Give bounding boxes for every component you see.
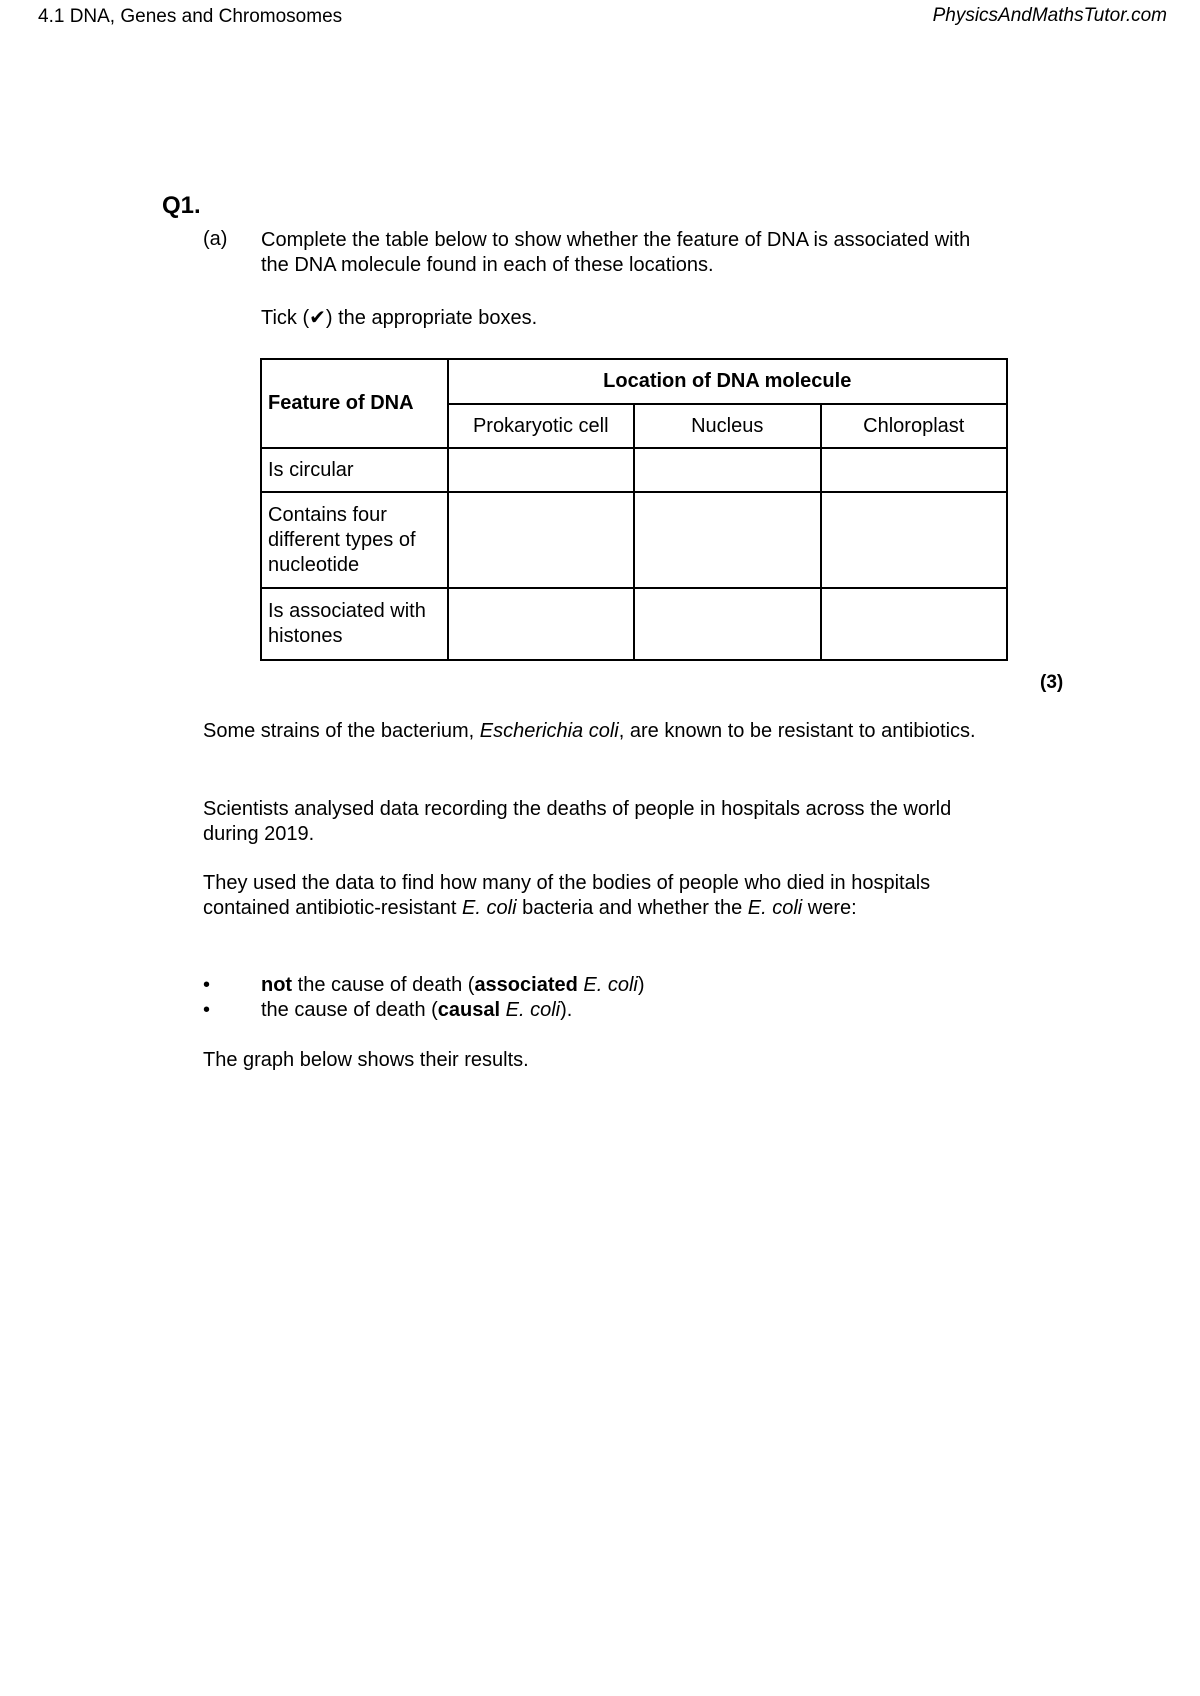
bullet-list (203, 973, 645, 1023)
row-label-nucleotides: Contains four different types of nucleotide (261, 492, 448, 588)
column-header-nucleus: Nucleus (634, 404, 821, 448)
row-label-circular: Is circular (261, 448, 448, 492)
question-intro: Complete the table below to show whether the feature of DNA is associated with the DNA molecule found in each of these locations. (261, 229, 971, 276)
bullet-icon: • (203, 999, 211, 1021)
tick-box-histones-prokaryotic[interactable] (448, 588, 635, 660)
paragraph-data: Scientists analysed data recording the deaths of people in hospitals across the world during 2019. (203, 798, 952, 845)
marks-allocation: (3) (1040, 672, 1064, 693)
tick-box-histones-chloroplast[interactable] (821, 588, 1008, 660)
paragraph-graph-intro: The graph below shows their results. (203, 1049, 529, 1071)
list-item: • the cause of death (causal E. coli). (203, 999, 573, 1021)
paragraph-resistance: Some strains of the bacterium, Escherichia coli, are known to be resistant to antibiotics. (203, 720, 976, 742)
header-topic: 4.1 DNA, Genes and Chromosomes (38, 6, 343, 27)
tick-box-nucleotides-chloroplast[interactable] (821, 492, 1008, 588)
location-header: Location of DNA molecule (448, 359, 1008, 404)
tick-box-circular-prokaryotic[interactable] (448, 448, 635, 492)
table-row (261, 492, 1007, 588)
row-label-histones: Is associated with histones (261, 588, 448, 660)
dna-feature-table (260, 358, 1008, 661)
feature-header: Feature of DNA (261, 359, 448, 448)
column-header-chloroplast: Chloroplast (821, 404, 1008, 448)
tick-box-circular-chloroplast[interactable] (821, 448, 1008, 492)
header-source: PhysicsAndMathsTutor.com (932, 5, 1167, 26)
tick-instruction: Tick (✔) the appropriate boxes. (261, 307, 538, 329)
tick-box-nucleotides-prokaryotic[interactable] (448, 492, 635, 588)
column-header-prokaryotic: Prokaryotic cell (448, 404, 635, 448)
list-item: • not the cause of death (associated E. coli) (203, 974, 645, 996)
paragraph-method: They used the data to find how many of the bodies of people who died in hospitals contained antibiotic-resistant E. coli bacteria and whether the E. coli were: (203, 872, 931, 919)
tick-box-circular-nucleus[interactable] (634, 448, 821, 492)
tick-box-histones-nucleus[interactable] (634, 588, 821, 660)
bullet-icon: • (203, 974, 211, 996)
question-number: Q1. (162, 192, 201, 219)
table-row (261, 448, 1007, 492)
part-label: (a) (203, 228, 228, 250)
tick-box-nucleotides-nucleus[interactable] (634, 492, 821, 588)
table-row (261, 588, 1007, 660)
